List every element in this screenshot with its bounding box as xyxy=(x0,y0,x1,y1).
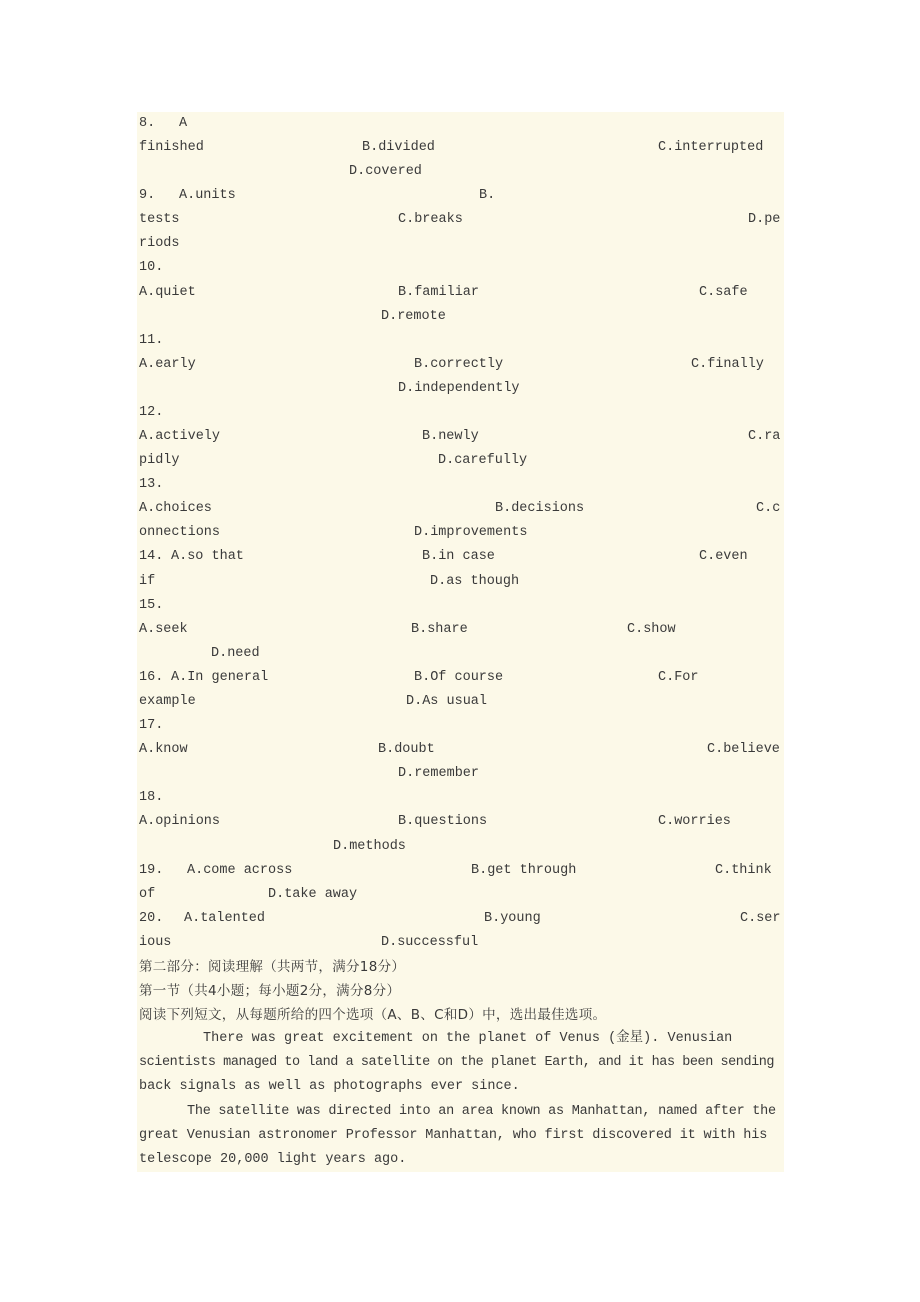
q14-line xyxy=(139,545,783,569)
option: C.ser xyxy=(740,911,781,926)
q16-options xyxy=(139,690,783,714)
q-number: 11. xyxy=(139,333,164,348)
option: if xyxy=(139,574,156,589)
q16-line xyxy=(139,666,783,690)
option: D.As usual xyxy=(406,694,488,709)
option: A xyxy=(179,116,188,131)
q18-number xyxy=(139,786,783,810)
option: tests xyxy=(139,212,180,227)
passage-line: scientists managed to land a satellite on the planet Earth, and it has been sending xyxy=(139,1055,775,1070)
q13-options xyxy=(139,497,783,521)
option: B.share xyxy=(411,622,468,637)
q18-options xyxy=(139,810,783,834)
option: A.units xyxy=(179,188,236,203)
q20-line xyxy=(139,907,783,931)
passage-line: There was great excitement on the planet of Venus (金星). Venusian xyxy=(203,1031,733,1046)
option: C.For xyxy=(658,670,699,685)
q15-options xyxy=(139,618,783,642)
option: ious xyxy=(139,935,172,950)
option: A.actively xyxy=(139,429,221,444)
option: C.ra xyxy=(748,429,781,444)
option: D.remote xyxy=(381,309,446,324)
q19-line xyxy=(139,859,783,883)
q18-options xyxy=(139,835,783,859)
option: onnections xyxy=(139,525,221,540)
q13-number xyxy=(139,473,783,497)
option: D.methods xyxy=(333,839,406,854)
reading-instructions: 阅读下列短文，从每题所给的四个选项（A、B、C和D）中，选出最佳选项。 xyxy=(139,1007,607,1023)
option: D.need xyxy=(211,646,260,661)
q-number: 14. xyxy=(139,549,164,564)
q14-options xyxy=(139,570,783,594)
q12-number xyxy=(139,401,783,425)
option: A.opinions xyxy=(139,814,221,829)
option: C.c xyxy=(756,501,781,516)
option: C.interrupted xyxy=(658,140,764,155)
q8-options xyxy=(139,136,783,160)
option: A.so that xyxy=(171,549,244,564)
option: riods xyxy=(139,236,180,251)
q10-options xyxy=(139,281,783,305)
section1-heading: 第一节（共4小题；每小题2分，满分8分） xyxy=(139,983,401,999)
option: B.doubt xyxy=(378,742,435,757)
q-number: 10. xyxy=(139,260,164,275)
option: A.choices xyxy=(139,501,212,516)
q10-number xyxy=(139,256,783,280)
option: B.young xyxy=(484,911,541,926)
option: A.talented xyxy=(184,911,266,926)
option: B.decisions xyxy=(495,501,585,516)
option: C.worries xyxy=(658,814,731,829)
option: D.remember xyxy=(398,766,480,781)
option: B.correctly xyxy=(414,357,504,372)
option: A.quiet xyxy=(139,285,196,300)
q9-line xyxy=(139,184,783,208)
option: B.Of course xyxy=(414,670,504,685)
option: C.finally xyxy=(691,357,764,372)
q12-options xyxy=(139,425,783,449)
q19-options xyxy=(139,883,783,907)
option: B.newly xyxy=(422,429,479,444)
option: A.seek xyxy=(139,622,188,637)
q-number: 8. xyxy=(139,116,156,131)
q13-options xyxy=(139,521,783,545)
q15-number xyxy=(139,594,783,618)
option: example xyxy=(139,694,196,709)
passage-line: The satellite was directed into an area known as Manhattan, named after the xyxy=(187,1104,776,1119)
option: B.in case xyxy=(422,549,495,564)
q-number: 15. xyxy=(139,598,164,613)
option: B.familiar xyxy=(398,285,480,300)
q17-number xyxy=(139,714,783,738)
option: D.improvements xyxy=(414,525,528,540)
option: C.think xyxy=(715,863,772,878)
passage-line: back signals as well as photographs ever since. xyxy=(139,1079,520,1094)
option: A.In general xyxy=(171,670,269,685)
option: C.believe xyxy=(707,742,780,757)
option: D.take away xyxy=(268,887,358,902)
q20-options xyxy=(139,931,783,955)
option: C.show xyxy=(627,622,676,637)
option: of xyxy=(139,887,156,902)
option: C.breaks xyxy=(398,212,463,227)
option: D.carefully xyxy=(438,453,528,468)
q9-options xyxy=(139,232,783,256)
option: D.successful xyxy=(381,935,479,950)
q9-options xyxy=(139,208,783,232)
option: A.know xyxy=(139,742,188,757)
part2-heading: 第二部分：阅读理解（共两节，满分18分） xyxy=(139,959,406,975)
q-number: 9. xyxy=(139,188,156,203)
q-number: 19. xyxy=(139,863,164,878)
option: B.questions xyxy=(398,814,488,829)
option: B.get through xyxy=(471,863,577,878)
option: C.safe xyxy=(699,285,748,300)
q8-line xyxy=(139,112,783,136)
option: C.even xyxy=(699,549,748,564)
q-number: 13. xyxy=(139,477,164,492)
q15-options xyxy=(139,642,783,666)
option: D.pe xyxy=(748,212,781,227)
option: B. xyxy=(479,188,496,203)
option: B.divided xyxy=(362,140,435,155)
option: D.as though xyxy=(430,574,520,589)
q10-options xyxy=(139,305,783,329)
q11-options xyxy=(139,377,783,401)
option: A.early xyxy=(139,357,196,372)
option: A.come across xyxy=(187,863,293,878)
q11-options xyxy=(139,353,783,377)
q8-options xyxy=(139,160,783,184)
q-number: 12. xyxy=(139,405,164,420)
q17-options xyxy=(139,762,783,786)
q-number: 18. xyxy=(139,790,164,805)
q11-number xyxy=(139,329,783,353)
q12-options xyxy=(139,449,783,473)
option: D.independently xyxy=(398,381,520,396)
passage-line: telescope 20,000 light years ago. xyxy=(139,1152,407,1167)
q-number: 17. xyxy=(139,718,164,733)
q17-options xyxy=(139,738,783,762)
option: D.covered xyxy=(349,164,422,179)
passage-line: great Venusian astronomer Professor Manhattan, who first discovered it with his xyxy=(139,1128,768,1143)
q-number: 20. xyxy=(139,911,164,926)
option: finished xyxy=(139,140,204,155)
option: pidly xyxy=(139,453,180,468)
q-number: 16. xyxy=(139,670,164,685)
